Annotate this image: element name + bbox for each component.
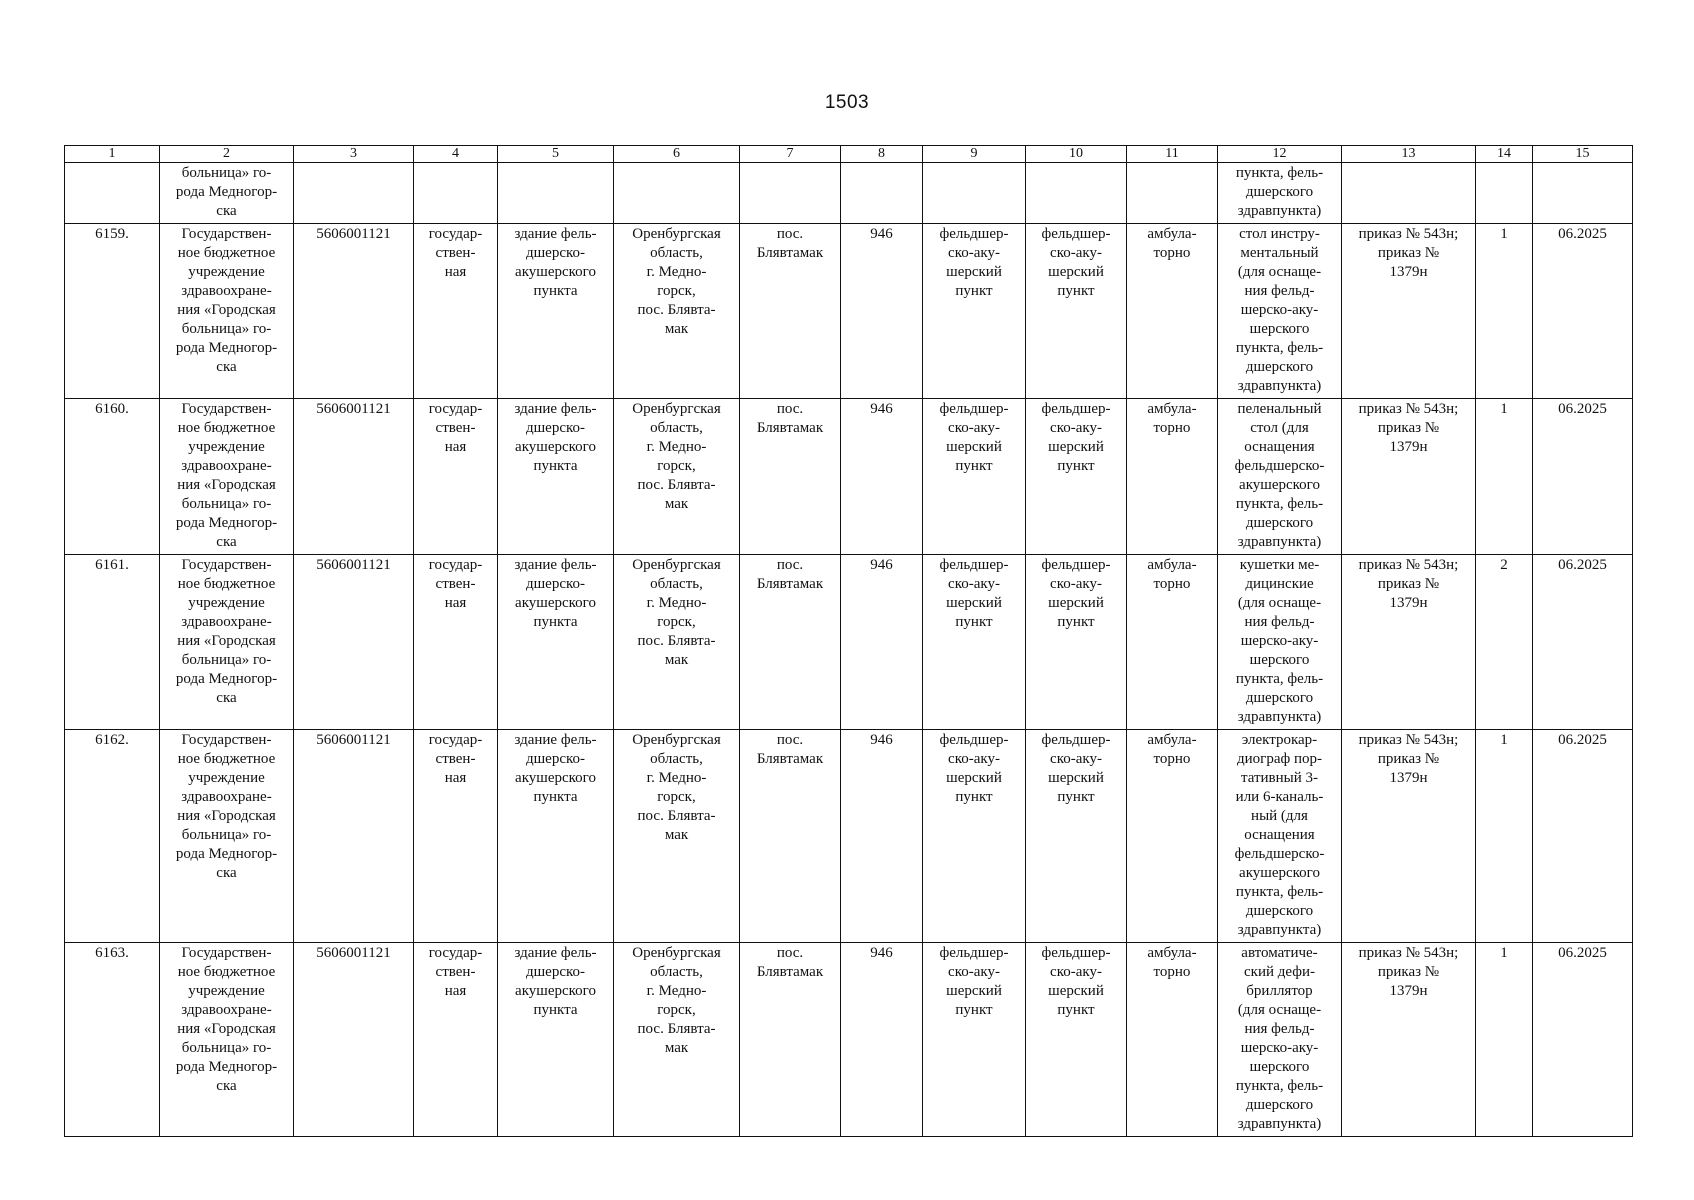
cell-order: приказ № 543н; приказ № 1379н: [1342, 399, 1476, 555]
cell-equipment: пункта, фель- дшерского здравпункта): [1218, 163, 1342, 224]
cell-unit-type: фельдшер- ско-аку- шерский пункт: [923, 224, 1026, 399]
cell-building: здание фель- дшерско- акушерского пункта: [498, 943, 614, 1137]
cell-settlement: пос. Блявтамак: [740, 943, 841, 1137]
cell-settlement: пос. Блявтамак: [740, 399, 841, 555]
column-header: 8: [841, 146, 923, 163]
column-header: 4: [414, 146, 498, 163]
cell-population: 946: [841, 399, 923, 555]
cell-ownership: государ- ствен- ная: [414, 399, 498, 555]
cell-date: 06.2025: [1533, 224, 1633, 399]
cell-care-form: [1127, 163, 1218, 224]
cell-ownership: [414, 163, 498, 224]
cell-order: приказ № 543н; приказ № 1379н: [1342, 943, 1476, 1137]
cell-quantity: 1: [1476, 224, 1533, 399]
cell-inn: [294, 163, 414, 224]
cell-settlement: пос. Блявтамак: [740, 224, 841, 399]
header-row: [65, 146, 1633, 163]
cell-inn: 5606001121: [294, 730, 414, 943]
cell-population: 946: [841, 555, 923, 730]
cell-equipment: пеленальный стол (для оснащения фельдшерско- акушерского пункта, фель- дшерского здравпункта): [1218, 399, 1342, 555]
cell-address: Оренбургская область, г. Медно- горск, пос. Блявта- мак: [614, 730, 740, 943]
cell-building: здание фель- дшерско- акушерского пункта: [498, 555, 614, 730]
cell-unit-subtype: фельдшер- ско-аку- шерский пункт: [1026, 730, 1127, 943]
table-row: [65, 730, 1633, 943]
cell-record-number: 6159.: [65, 224, 160, 399]
cell-order: [1342, 163, 1476, 224]
table-row: [65, 163, 1633, 224]
cell-population: 946: [841, 224, 923, 399]
cell-building: здание фель- дшерско- акушерского пункта: [498, 399, 614, 555]
cell-unit-subtype: фельдшер- ско-аку- шерский пункт: [1026, 224, 1127, 399]
cell-address: Оренбургская область, г. Медно- горск, пос. Блявта- мак: [614, 555, 740, 730]
cell-address: Оренбургская область, г. Медно- горск, пос. Блявта- мак: [614, 943, 740, 1137]
cell-organization: Государствен- ное бюджетное учреждение здравоохране- ния «Городская больница» го- рода Медногор- ска: [160, 943, 294, 1137]
cell-equipment: электрокар- диограф пор- тативный 3- или 6-каналь- ный (для оснащения фельдшерско- акушерского пункта, фель- дшерского здравпункта): [1218, 730, 1342, 943]
cell-quantity: 1: [1476, 730, 1533, 943]
cell-record-number: 6161.: [65, 555, 160, 730]
cell-organization: Государствен- ное бюджетное учреждение здравоохране- ния «Городская больница» го- рода Медногор- ска: [160, 224, 294, 399]
column-header: 15: [1533, 146, 1633, 163]
cell-building: [498, 163, 614, 224]
cell-settlement: пос. Блявтамак: [740, 730, 841, 943]
cell-quantity: 1: [1476, 399, 1533, 555]
cell-unit-subtype: фельдшер- ско-аку- шерский пункт: [1026, 399, 1127, 555]
cell-unit-type: фельдшер- ско-аку- шерский пункт: [923, 943, 1026, 1137]
column-header: 9: [923, 146, 1026, 163]
cell-address: Оренбургская область, г. Медно- горск, пос. Блявта- мак: [614, 224, 740, 399]
column-header: 10: [1026, 146, 1127, 163]
cell-building: здание фель- дшерско- акушерского пункта: [498, 730, 614, 943]
column-header: 5: [498, 146, 614, 163]
cell-population: [841, 163, 923, 224]
cell-equipment: кушетки ме- дицинские (для оснаще- ния фельд- шерско-аку- шерского пункта, фель- дшерского здравпункта): [1218, 555, 1342, 730]
cell-inn: 5606001121: [294, 943, 414, 1137]
cell-record-number: [65, 163, 160, 224]
table-body: [65, 163, 1633, 1137]
cell-quantity: 2: [1476, 555, 1533, 730]
cell-record-number: 6162.: [65, 730, 160, 943]
cell-inn: 5606001121: [294, 399, 414, 555]
cell-care-form: амбула- торно: [1127, 943, 1218, 1137]
table-row: [65, 399, 1633, 555]
table-row: [65, 943, 1633, 1137]
cell-inn: 5606001121: [294, 224, 414, 399]
column-header: 7: [740, 146, 841, 163]
cell-order: приказ № 543н; приказ № 1379н: [1342, 730, 1476, 943]
cell-order: приказ № 543н; приказ № 1379н: [1342, 224, 1476, 399]
cell-unit-type: фельдшер- ско-аку- шерский пункт: [923, 399, 1026, 555]
cell-settlement: пос. Блявтамак: [740, 555, 841, 730]
cell-building: здание фель- дшерско- акушерского пункта: [498, 224, 614, 399]
page-number: 1503: [824, 92, 870, 113]
cell-unit-type: фельдшер- ско-аку- шерский пункт: [923, 730, 1026, 943]
cell-settlement: [740, 163, 841, 224]
register-table: [64, 145, 1633, 1137]
cell-organization: Государствен- ное бюджетное учреждение здравоохране- ния «Городская больница» го- рода Медногор- ска: [160, 555, 294, 730]
cell-ownership: государ- ствен- ная: [414, 943, 498, 1137]
cell-order: приказ № 543н; приказ № 1379н: [1342, 555, 1476, 730]
cell-organization: Государствен- ное бюджетное учреждение здравоохране- ния «Городская больница» го- рода Медногор- ска: [160, 730, 294, 943]
cell-unit-type: [923, 163, 1026, 224]
column-header: 3: [294, 146, 414, 163]
cell-equipment: стол инстру- ментальный (для оснаще- ния фельд- шерско-аку- шерского пункта, фель- дшерского здравпункта): [1218, 224, 1342, 399]
column-header: 12: [1218, 146, 1342, 163]
cell-record-number: 6163.: [65, 943, 160, 1137]
cell-care-form: амбула- торно: [1127, 224, 1218, 399]
cell-date: 06.2025: [1533, 730, 1633, 943]
cell-unit-subtype: фельдшер- ско-аку- шерский пункт: [1026, 555, 1127, 730]
cell-ownership: государ- ствен- ная: [414, 555, 498, 730]
column-header: 11: [1127, 146, 1218, 163]
cell-organization: больница» го- рода Медногор- ска: [160, 163, 294, 224]
column-header: 1: [65, 146, 160, 163]
column-header: 2: [160, 146, 294, 163]
cell-unit-type: фельдшер- ско-аку- шерский пункт: [923, 555, 1026, 730]
cell-equipment: автоматиче- ский дефи- бриллятор (для оснаще- ния фельд- шерско-аку- шерского пункта, фель- дшерского здравпункта): [1218, 943, 1342, 1137]
cell-population: 946: [841, 730, 923, 943]
cell-address: [614, 163, 740, 224]
cell-inn: 5606001121: [294, 555, 414, 730]
cell-address: Оренбургская область, г. Медно- горск, пос. Блявта- мак: [614, 399, 740, 555]
cell-ownership: государ- ствен- ная: [414, 730, 498, 943]
cell-care-form: амбула- торно: [1127, 555, 1218, 730]
cell-unit-subtype: фельдшер- ско-аку- шерский пункт: [1026, 943, 1127, 1137]
cell-date: [1533, 163, 1633, 224]
cell-date: 06.2025: [1533, 943, 1633, 1137]
cell-care-form: амбула- торно: [1127, 730, 1218, 943]
cell-unit-subtype: [1026, 163, 1127, 224]
cell-record-number: 6160.: [65, 399, 160, 555]
table-row: [65, 555, 1633, 730]
cell-ownership: государ- ствен- ная: [414, 224, 498, 399]
cell-population: 946: [841, 943, 923, 1137]
cell-quantity: 1: [1476, 943, 1533, 1137]
cell-organization: Государствен- ное бюджетное учреждение здравоохране- ния «Городская больница» го- рода Медногор- ска: [160, 399, 294, 555]
cell-care-form: амбула- торно: [1127, 399, 1218, 555]
table-header: [65, 146, 1633, 163]
column-header: 13: [1342, 146, 1476, 163]
cell-quantity: [1476, 163, 1533, 224]
cell-date: 06.2025: [1533, 399, 1633, 555]
table-row: [65, 224, 1633, 399]
column-header: 6: [614, 146, 740, 163]
cell-date: 06.2025: [1533, 555, 1633, 730]
column-header: 14: [1476, 146, 1533, 163]
